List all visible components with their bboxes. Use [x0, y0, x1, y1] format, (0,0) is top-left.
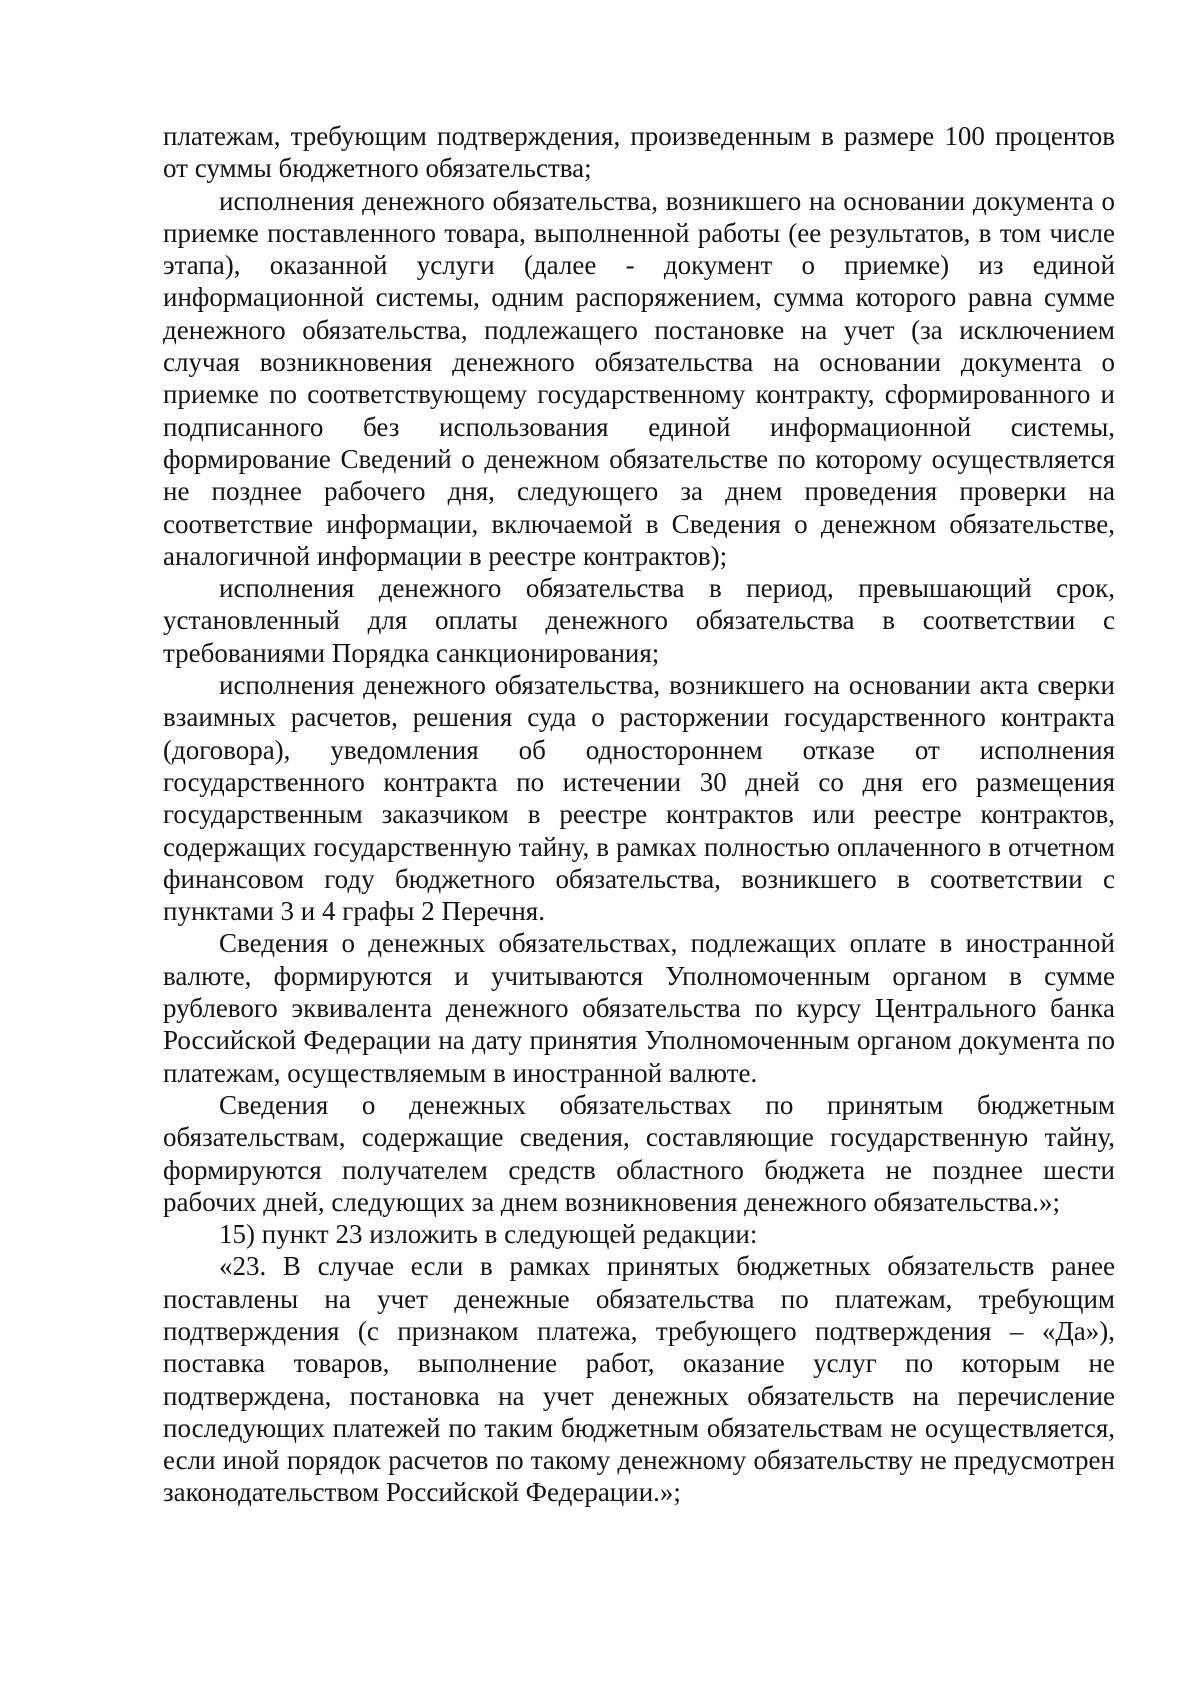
- paragraph-continuation: платежам, требующим подтверждения, произведенным в размере 100 процентов от суммы бюджетного обязательства;: [163, 121, 1115, 184]
- paragraph-electronic-acceptance: исполнения денежного обязательства, возникшего на основании документа о приемке поставленного товара, выполненной работы (ее результатов, в том числе этапа), оказанной услуги (далее - документ о приемке) из единой информационной системы, одним распоряжением, сумма которого равна сумме денежного обязательства, подлежащего постановке на учет (за исключением случая возникновения денежного обязательства на основании документа о приемке по соответствующему государственному контракту, сформированного и подписанного без использования единой информационной системы, формирование Сведений о денежном обязательстве по которому осуществляется не позднее рабочего дня, следующего за днем проведения проверки на соответствие информации, включаемой в Сведения о денежном обязательстве, аналогичной информации в реестре контрактов);: [163, 185, 1115, 571]
- paragraph-foreign-currency: Сведения о денежных обязательствах, подлежащих оплате в иностранной валюте, формируются и учитываются Уполномоченным органом в сумме рублевого эквивалента денежного обязательства по курсу Центрального банка Российской Федерации на дату принятия Уполномоченным органом документа по платежам, осуществляемым в иностранной валюте.: [163, 928, 1115, 1088]
- paragraph-reconciliation-act: исполнения денежного обязательства, возникшего на основании акта сверки взаимных расчетов, решения суда о расторжении государственного контракта (договора), уведомления об одностороннем отказе от исполнения государственного контракта по истечении 30 дней со дня его размещения государственным заказчиком в реестре контрактов или реестре контрактов, содержащих государственную тайну, в рамках полностью оплаченного в отчетном финансовом году бюджетного обязательства, возникшего в соответствии с пунктами 3 и 4 графы 2 Перечня.: [163, 670, 1115, 927]
- paragraph-overdue-period: исполнения денежного обязательства в период, превышающий срок, установленный для оплаты денежного обязательства в соответствии с требованиями Порядка санкционирования;: [163, 573, 1115, 668]
- paragraph-state-secret: Сведения о денежных обязательствах по принятым бюджетным обязательствам, содержащие сведения, составляющие государственную тайну, формируются получателем средств областного бюджета не позднее шести рабочих дней, следующих за днем возникновения денежного обязательства.»;: [163, 1089, 1115, 1217]
- paragraph-clause-23: «23. В случае если в рамках принятых бюджетных обязательств ранее поставлены на учет денежные обязательства по платежам, требующим подтверждения (с признаком платежа, требующего подтверждения – «Да»), поставка товаров, выполнение работ, оказание услуг по которым не подтверждена, постановка на учет денежных обязательств на перечисление последующих платежей по таким бюджетным обязательствам не осуществляется, если иной порядок расчетов по такому денежному обязательству не предусмотрен законодательством Российской Федерации.»;: [163, 1251, 1115, 1508]
- paragraph-item-15: 15) пункт 23 изложить в следующей редакции:: [219, 1219, 758, 1250]
- document-text: [163, 120, 1115, 1509]
